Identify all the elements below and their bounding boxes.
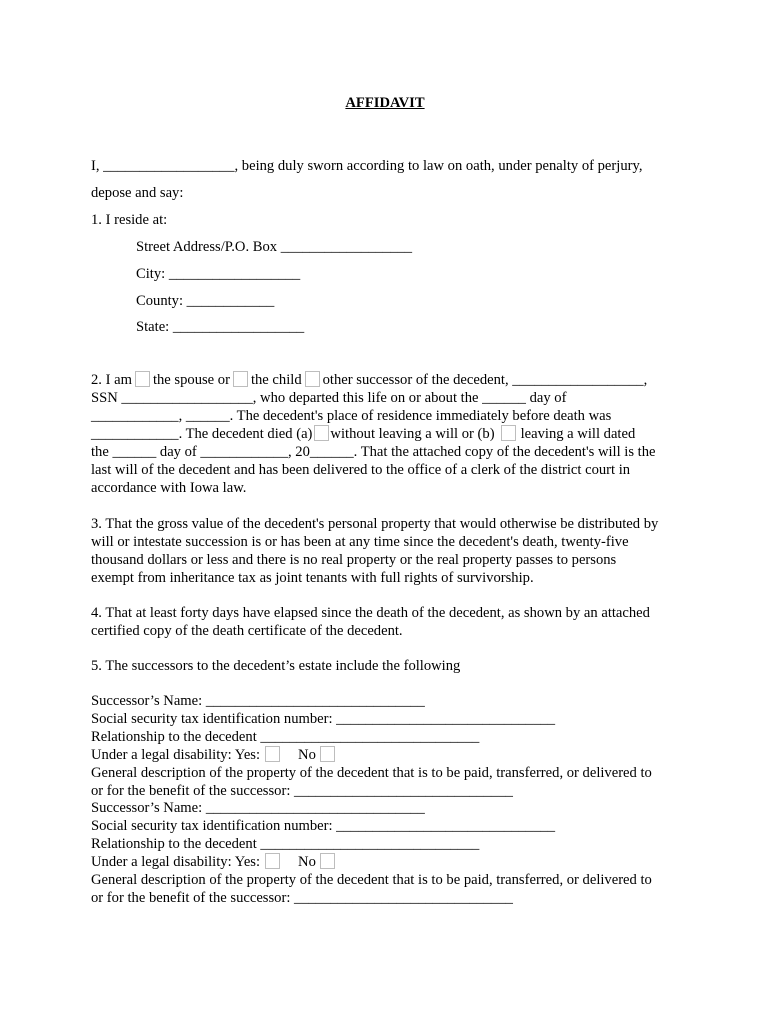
- child-label: the child: [250, 372, 302, 388]
- section-2-line-5: the ______ day of ____________, 20______. That the attached copy of the decedent's will is the: [91, 444, 656, 460]
- city-field: City: __________________: [136, 266, 301, 282]
- other-successor-label: other successor of the decedent, __________________,: [322, 372, 648, 388]
- section-4-line-1: 4. That at least forty days have elapsed since the death of the decedent, as shown by an attached: [91, 605, 650, 621]
- section-3-line-2: will or intestate succession is or has been at any time since the decedent's death, twenty-five: [91, 534, 629, 550]
- successor-description-line-1: General description of the property of the decedent that is to be paid, transferred, or delivered to: [91, 872, 652, 888]
- successor-disability-row: [91, 746, 338, 764]
- with-will-checkbox[interactable]: [501, 425, 516, 441]
- section-2-prefix: 2. I am: [91, 372, 132, 388]
- without-will-checkbox[interactable]: [314, 425, 329, 441]
- successor-ssn-field: Social security tax identification number: ______________________________: [91, 818, 556, 834]
- successor-description-line-2: or for the benefit of the successor: ______________________________: [91, 890, 513, 906]
- successor-name-field: Successor’s Name: ______________________________: [91, 693, 425, 709]
- section-2-line-7: accordance with Iowa law.: [91, 480, 247, 496]
- section-1-heading: 1. I reside at:: [91, 212, 168, 228]
- section-3-line-4: exempt from inheritance tax as joint tenants with full rights of survivorship.: [91, 570, 534, 586]
- state-field: State: __________________: [136, 319, 305, 335]
- without-will-label: without leaving a will or (b): [330, 426, 495, 442]
- successor-description-line-1: General description of the property of the decedent that is to be paid, transferred, or delivered to: [91, 765, 652, 781]
- other-successor-checkbox[interactable]: [305, 371, 320, 387]
- successor-relationship-field: Relationship to the decedent ______________________________: [91, 729, 480, 745]
- died-prefix: ____________. The decedent died (a): [91, 426, 313, 442]
- section-2-line-6: last will of the decedent and has been delivered to the office of a clerk of the district court in: [91, 462, 631, 478]
- spouse-label: the spouse or: [152, 372, 230, 388]
- section-3-line-1: 3. That the gross value of the decedent's personal property that would otherwise be distributed by: [91, 516, 659, 532]
- intro-line-2: depose and say:: [91, 185, 184, 201]
- disability-yes-label: Under a legal disability: Yes:: [91, 747, 261, 763]
- with-will-label: leaving a will dated: [520, 426, 636, 442]
- document-title: AFFIDAVIT: [345, 95, 425, 111]
- section-4-line-2: certified copy of the death certificate of the decedent.: [91, 623, 403, 639]
- disability-no-label: No: [298, 747, 316, 763]
- successor-name-field: Successor’s Name: ______________________________: [91, 800, 425, 816]
- section-2-line-4: [91, 425, 635, 443]
- successor-ssn-field: Social security tax identification number: ______________________________: [91, 711, 556, 727]
- street-address-field: Street Address/P.O. Box __________________: [136, 239, 413, 255]
- section-2-line-3: ____________, ______. The decedent's place of residence immediately before death was: [91, 408, 612, 424]
- county-field: County: ____________: [136, 293, 275, 309]
- disability-yes-label: Under a legal disability: Yes:: [91, 854, 261, 870]
- child-checkbox[interactable]: [233, 371, 248, 387]
- section-5-heading: 5. The successors to the decedent’s estate include the following: [91, 658, 461, 674]
- successor-relationship-field: Relationship to the decedent ______________________________: [91, 836, 480, 852]
- disability-no-checkbox[interactable]: [320, 853, 335, 869]
- disability-yes-checkbox[interactable]: [265, 746, 280, 762]
- successor-disability-row: [91, 853, 338, 871]
- section-2-line-2: SSN __________________, who departed this life on or about the ______ day of: [91, 390, 567, 406]
- disability-yes-checkbox[interactable]: [265, 853, 280, 869]
- intro-line-1: I, __________________, being duly sworn according to law on oath, under penalty of perjury,: [91, 158, 643, 174]
- disability-no-checkbox[interactable]: [320, 746, 335, 762]
- spouse-checkbox[interactable]: [135, 371, 150, 387]
- disability-no-label: No: [298, 854, 316, 870]
- section-2-line-1: [91, 371, 647, 389]
- successor-description-line-2: or for the benefit of the successor: ______________________________: [91, 783, 513, 799]
- section-3-line-3: thousand dollars or less and there is no real property or the real property passes to persons: [91, 552, 617, 568]
